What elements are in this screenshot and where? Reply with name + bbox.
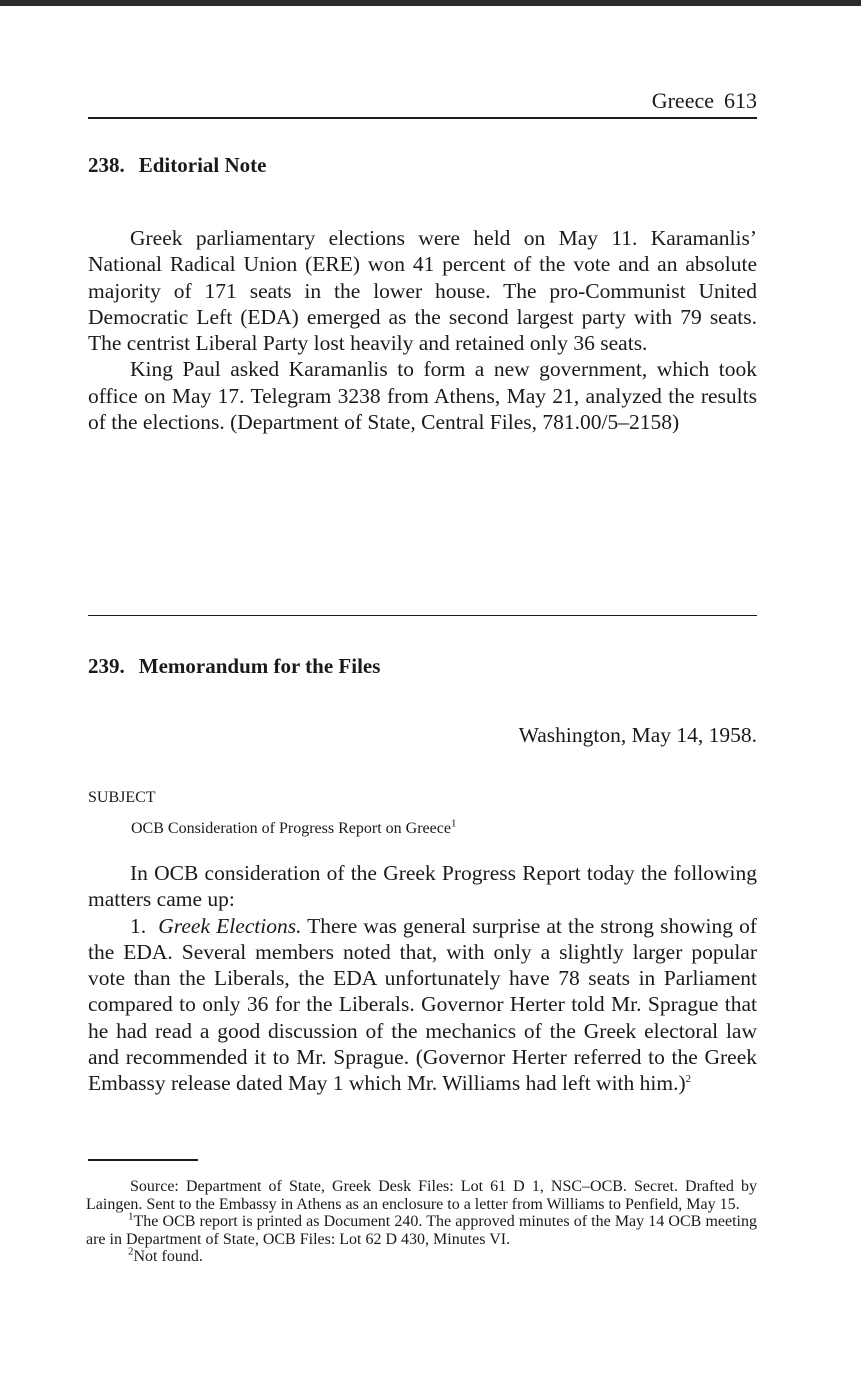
subject-label: SUBJECT — [88, 789, 156, 806]
footnote-marker: 2 — [128, 1246, 134, 1259]
paragraph: Greek parliamentary elections were held on May 11. Karamanlis’ National Radical Union (ERE) won 41 percent of the vote and an absolute majority of 171 seats in the lower house. The pro-Communist United Democratic Left (EDA) emerged as the second largest party with 79 seats. The centrist Liberal Party lost heavily and retained only 36 seats. — [88, 226, 757, 356]
footnotes — [86, 1178, 757, 1266]
dateline: Washington, May 14, 1958. — [518, 723, 757, 747]
section-divider — [88, 615, 757, 616]
subject-line — [131, 817, 457, 838]
running-header — [652, 88, 757, 114]
footnote-2 — [86, 1248, 757, 1266]
section-title: Memorandum for the Files — [138, 654, 381, 678]
source-note: Source: Department of State, Greek Desk Files: Lot 61 D 1, NSC–OCB. Secret. Drafted by Laingen. Sent to the Embassy in Athens as an enclosure to a letter from Williams to Penfield, May 15. — [86, 1178, 757, 1213]
paragraph: King Paul asked Karamanlis to form a new government, which took office on May 17. Telegram 3238 from Athens, May 21, analyzed the results of the elections. (Department of State, Central Files, 781.00/5–2158) — [88, 357, 757, 435]
memorandum-body — [88, 860, 757, 1097]
editorial-note-body — [88, 225, 757, 435]
section-title: Editorial Note — [138, 153, 267, 177]
scan-top-edge — [0, 0, 861, 6]
item-number: 1. — [130, 913, 147, 938]
section-239-heading — [88, 654, 380, 679]
header-rule — [88, 117, 757, 119]
section-238-heading — [88, 153, 266, 178]
footnote-marker: 1 — [450, 817, 457, 830]
section-number: 239. — [88, 654, 125, 678]
subject-text: OCB Consideration of Progress Report on Greece — [131, 820, 451, 837]
numbered-paragraph — [88, 913, 757, 1097]
paragraph: In OCB consideration of the Greek Progress Report today the following matters came up: — [88, 861, 757, 912]
footnote-text: Not found. — [133, 1248, 203, 1266]
item-text: There was general surprise at the strong showing of the EDA. Several members noted that, with only a slightly larger popular vote than the Liberals, the EDA unfortunately have 78 seats in Parliament compared to only 36 for the Liberals. Governor Herter told Mr. Sprague that he had read a good discussion of the mechanics of the Greek electoral law and recommended it to Mr. Sprague. (Governor Herter referred to the Greek Embassy release dated May 1 which Mr. Williams had left with him.) — [88, 913, 757, 1096]
running-title: Greece — [651, 88, 714, 113]
footnote-text: The OCB report is printed as Document 240. The approved minutes of the May 14 OCB meeting are in Department of State, OCB Files: Lot 62 D 430, Minutes VI. — [86, 1213, 757, 1248]
footnote-rule — [88, 1159, 198, 1161]
item-heading: Greek Elections. — [158, 913, 302, 938]
page-number: 613 — [724, 88, 757, 113]
footnote-marker: 1 — [128, 1210, 134, 1223]
footnote-1 — [86, 1210, 757, 1248]
footnote-marker: 2 — [685, 1073, 692, 1086]
section-number: 238. — [88, 153, 125, 177]
